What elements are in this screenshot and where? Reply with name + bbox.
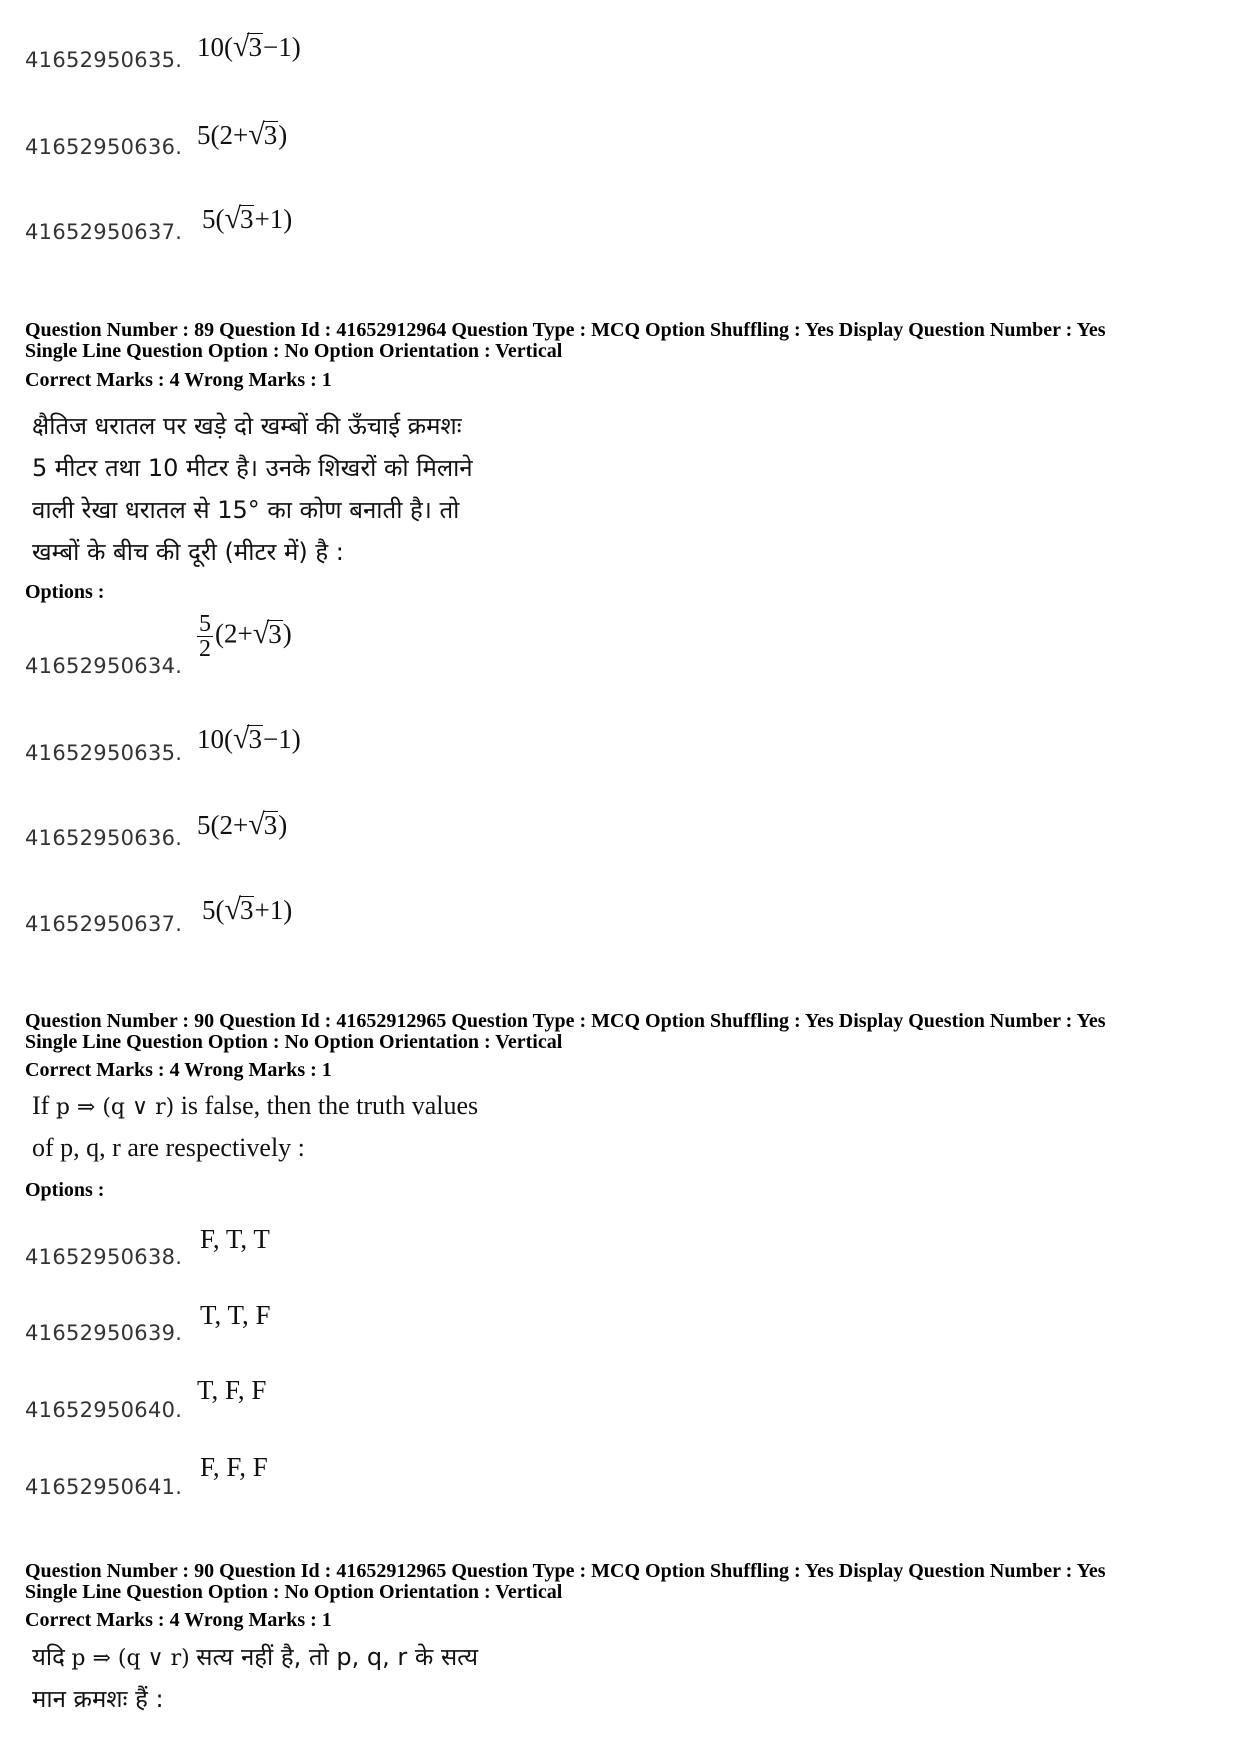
question-meta: Question Number : 90 Question Id : 41652912965 Question Type : MCQ Option Shuffling : Yes Display Question Number : Yes <box>25 1560 1106 1582</box>
option-id: 41652950640. <box>25 1398 183 1422</box>
marks-info: Correct Marks : 4 Wrong Marks : 1 <box>25 1609 332 1631</box>
question-meta: Single Line Question Option : No Option Orientation : Vertical <box>25 340 563 362</box>
option-value[interactable]: F, T, T <box>200 1224 270 1254</box>
question-text: 5 मीटर तथा 10 मीटर है। उनके शिखरों को मिलाने <box>32 454 473 482</box>
option-expression[interactable]: 10(√3−1) <box>197 722 301 755</box>
question-text: मान क्रमशः हैं : <box>32 1685 164 1713</box>
question-text: क्षैतिज धरातल पर खड़े दो खम्बों की ऊँचाई क्रमशः <box>32 412 462 440</box>
option-expression[interactable]: 5(2+√3) <box>197 118 288 151</box>
question-meta: Question Number : 89 Question Id : 41652912964 Question Type : MCQ Option Shuffling : Yes Display Question Number : Yes <box>25 319 1106 341</box>
marks-info: Correct Marks : 4 Wrong Marks : 1 <box>25 369 332 391</box>
marks-info: Correct Marks : 4 Wrong Marks : 1 <box>25 1059 332 1081</box>
option-expression[interactable]: 5(√3+1) <box>202 893 293 926</box>
option-id: 41652950635. <box>25 741 183 765</box>
option-expression[interactable]: 5(2+√3) <box>197 808 288 841</box>
option-id: 41652950638. <box>25 1245 183 1269</box>
option-expression[interactable]: 10(√3−1) <box>197 30 301 63</box>
logic-expression: p ⇒ (q ∨ r) <box>71 1646 190 1671</box>
option-value[interactable]: F, F, F <box>200 1452 268 1482</box>
option-expression[interactable]: 5(√3+1) <box>202 202 293 235</box>
option-id: 41652950634. <box>25 654 183 678</box>
options-label: Options : <box>25 581 105 603</box>
option-id: 41652950637. <box>25 220 183 244</box>
options-label: Options : <box>25 1179 105 1201</box>
question-text-part: is false, then the truth values <box>180 1091 479 1120</box>
question-meta: Single Line Question Option : No Option Orientation : Vertical <box>25 1031 563 1053</box>
question-text: खम्बों के बीच की दूरी (मीटर में) है : <box>32 538 344 566</box>
question-text-part: If <box>32 1091 50 1120</box>
option-value[interactable]: T, F, F <box>197 1375 267 1405</box>
question-meta: Single Line Question Option : No Option Orientation : Vertical <box>25 1581 563 1603</box>
option-id: 41652950637. <box>25 912 183 936</box>
option-expression[interactable]: $\frac{5}{2}$ (2+√3) <box>199 611 292 662</box>
question-text <box>32 1085 478 1129</box>
question-text-part: सत्य नहीं है, तो p, q, r के सत्य <box>196 1643 479 1671</box>
option-id: 41652950641. <box>25 1475 183 1499</box>
option-id: 41652950639. <box>25 1321 183 1345</box>
option-value[interactable]: T, T, F <box>200 1300 271 1330</box>
question-text <box>32 1636 478 1680</box>
option-id: 41652950636. <box>25 135 183 159</box>
option-id: 41652950635. <box>25 48 183 72</box>
logic-expression: p ⇒ (q ∨ r) <box>55 1095 175 1120</box>
question-text: वाली रेखा धरातल से 15° का कोण बनाती है। तो <box>32 496 460 524</box>
option-id: 41652950636. <box>25 826 183 850</box>
question-text-part: यदि <box>32 1643 65 1671</box>
question-text: of p, q, r are respectively : <box>32 1133 305 1162</box>
question-meta: Question Number : 90 Question Id : 41652912965 Question Type : MCQ Option Shuffling : Yes Display Question Number : Yes <box>25 1010 1106 1032</box>
